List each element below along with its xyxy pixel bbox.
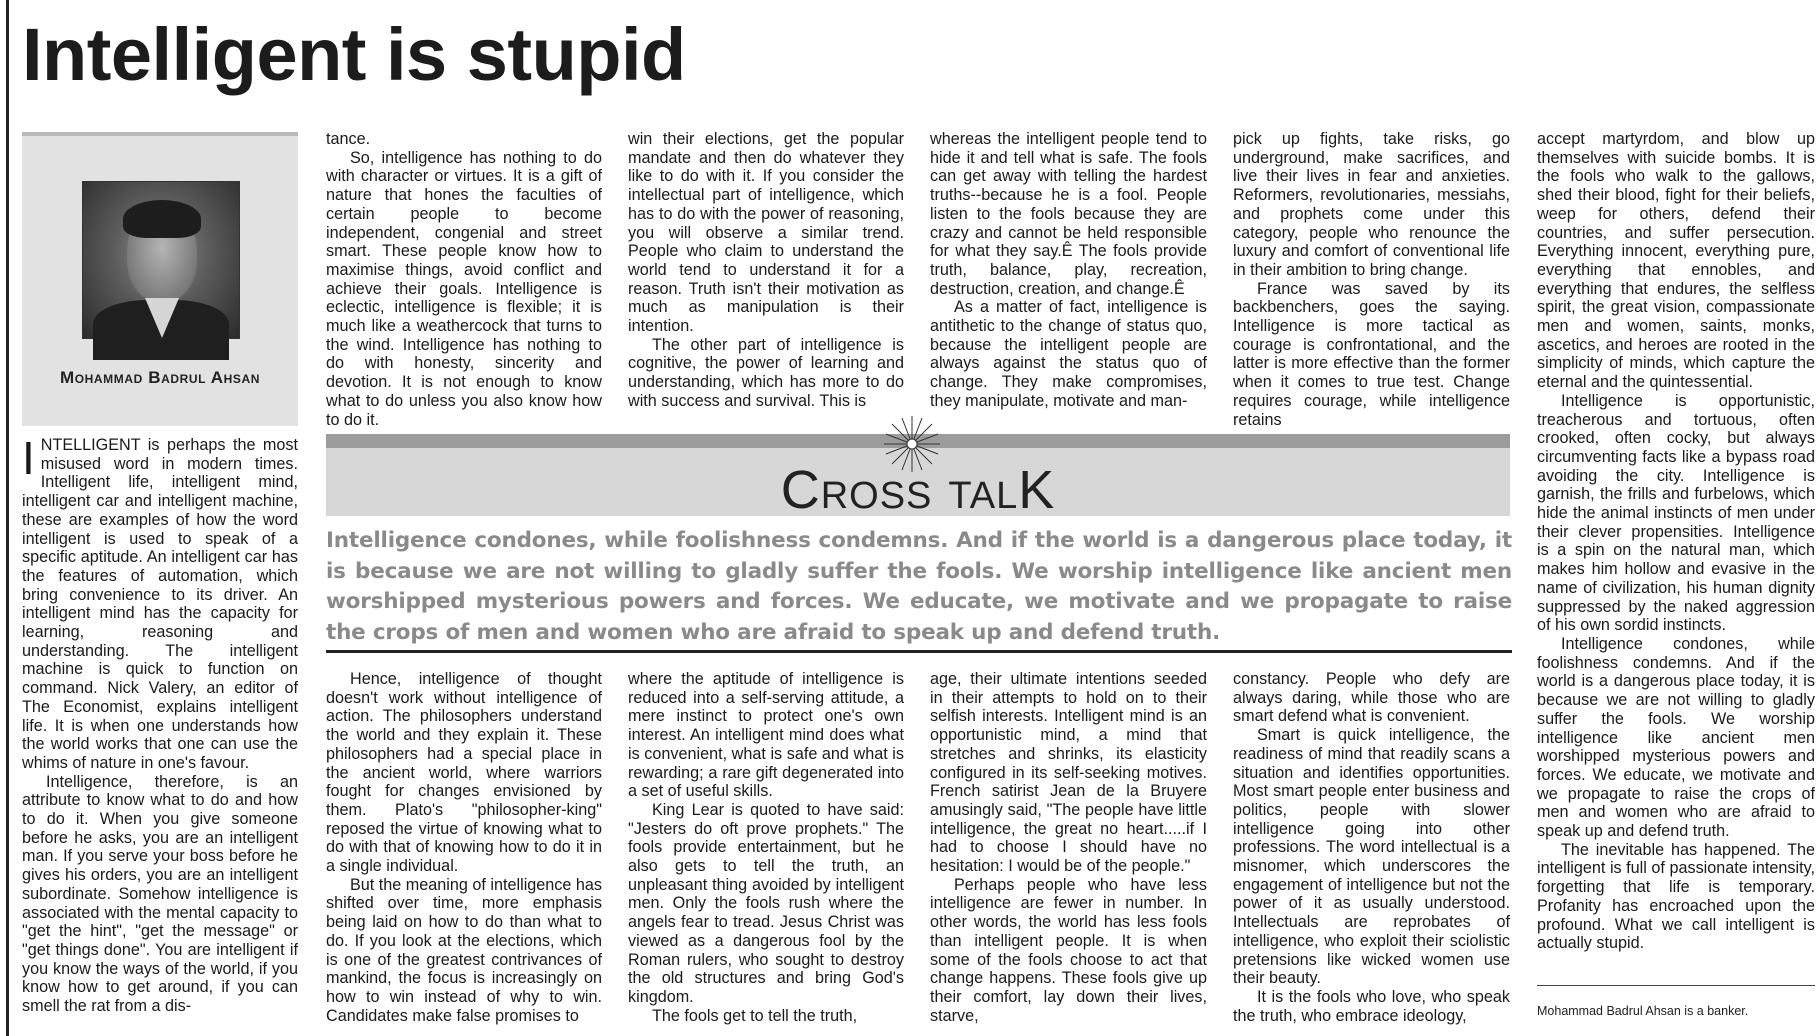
paragraph: INTELLIGENT is perhaps the most misused word in modern times. Intelligent life, intelligent mind, intelligent car and intelligent machine, these are examples of how the word intelligent is used to speak of a specific aptitude. An intelligent car has the features of automation, which bring convenience to its driver. An intelligent mind has the capacity for learning, reasoning and understanding. The intelligent machine is quick to function on command. Nick Valery, an editor of The Economist, explains intelligent life. It is when one understands how the world works that one can use the whims of nature in one's favour. (22, 432, 298, 772)
left-margin-rule (6, 0, 9, 1036)
drop-cap: I (22, 432, 35, 484)
paragraph: pick up fights, take risks, go underground, make sacrifices, and live their lives in fear and anxieties. Reformers, revolutionaries, messiahs, and prophets come under this category, people who renounce the luxury and comfort of conventional life in their ambition to bring change. (1233, 130, 1510, 279)
paragraph: France was saved by its backbenchers, goes the saying. Intelligence is more tactical as courage is confrontational, and the latter is more effective than the former when it comes to true test. Change requires courage, while intelligence retains (1233, 279, 1510, 429)
pull-quote: Intelligence condones, while foolishness condemns. And if the world is a dangerous place today, it is because we are not willing to gladly suffer the fools. We worship intelligence like ancient men worshipped mysterious powers and forces. We educate, we motivate and we propagate to raise the crops of men and women who are afraid to speak up and defend truth. (326, 528, 1512, 645)
paragraph: The other part of intelligence is cognitive, the power of learning and understanding, which has more to do with success and survival. This is (628, 335, 904, 410)
cross-talk-title: Cross talK (780, 460, 1056, 520)
paragraph: Smart is quick intelligence, the readiness of mind that readily scans a situation and identifies opportunities. Most smart people enter business and politics, people with slower intelligence going into other professions. The word intellectual is a misnomer, which underscores the engagement of intelligence but not the power of it as usually understood. Intellectuals are reprobates of intelligence, who exploit their sciolistic pretensions like wicked women use their beauty. (1233, 726, 1510, 988)
pull-quote-rule (326, 650, 1512, 653)
upper-column-5 (1233, 130, 1510, 429)
paragraph: constancy. People who defy are always daring, while those who are smart defend what is convenient. (1233, 670, 1510, 726)
upper-column-2 (326, 130, 602, 429)
paragraph: Intelligence, therefore, is an attribute to know what to do and how to do it. When you give someone before he asks, you are an intelligent man. If you serve your boss before he gives his orders, you are an intelligent subordinate. Somehow intelligence is associated with the mental capacity to "get the hint", "get the message" or "get things done". You are intelligent if you know the ways of the world, if you know how to get around, if you can smell the rat from a dis- (22, 772, 298, 1016)
paragraph: King Lear is quoted to have said: "Jesters do oft prove prophets." The fools provide entertainment, but he also gets to tell the truth, an unpleasant thing avoided by intelligent men. Only the fools rush where the angels fear to tread. Jesus Christ was viewed as a dangerous fool by the Roman rulers, who sought to destroy the old structures and bring God's kingdom. (628, 800, 904, 1006)
paragraph: whereas the intelligent people tend to hide it and tell what is safe. The fools can get away with telling the hardest truths--because he is a fool. People listen to the fools because they are crazy and cannot be held responsible for what they say.Ê The fools provide truth, balance, play, recreation, destruction, creation, and change.Ê (930, 130, 1207, 298)
upper-column-4 (930, 130, 1207, 415)
author-footnote: Mohammad Badrul Ahsan is a banker. (1537, 1004, 1749, 1018)
paragraph: The inevitable has happened. The intelligent is full of passionate intensity, forgetting that life is temporary. Profanity has encroached upon the profound. What we call intelligent is actually stupid. (1537, 840, 1815, 953)
footnote-rule (1537, 985, 1815, 986)
paragraph: accept martyrdom, and blow up themselves with suicide bombs. It is the fools who walk to the gallows, shed their blood, fight for their beliefs, weep for others, defend their countries, and suffer persecution. Everything innocent, everything pure, everything that ennobles, and everything that endures, the selfless spirit, the great vision, compassionate men and women, saints, monks, ascetics, and heroes are rooted in the simplicity of minds, which capture the eternal and the quintessential. (1537, 130, 1815, 392)
column-6-text (1537, 130, 1815, 978)
headline: Intelligent is stupid (22, 13, 686, 96)
lower-column-5 (1233, 670, 1510, 1036)
paragraph: Intelligence condones, while foolishness condemns. And if the world is a dangerous place today, it is because we are not willing to gladly suffer the fools. We worship intelligence like ancient men worshipped mysterious powers and forces. We educate, we motivate and we propagate to raise the crops of men and women who are afraid to speak up and defend truth. (1537, 634, 1815, 841)
author-box (22, 132, 298, 426)
paragraph: Perhaps people who have less intelligence are fewer in number. In other words, the world has less fools than intelligent people. It is when some of the fools choose to act that change happens. These fools give up their comfort, lay down their lives, starve, (930, 875, 1207, 1025)
paragraph: Intelligence is opportunistic, treacherous and tortuous, often crooked, often cocky, but always circumventing facts like a bypass road avoiding the city. Intelligence is garnish, the frills and furbelows, which hide the animal instincts of men under their clever propensities. Intelligence is a spin on the natural man, which makes him hollow and evasive in the name of civilization, his human dignity suppressed by the naked aggression of his own sordid instincts. (1537, 391, 1815, 635)
lower-column-3 (628, 670, 904, 1036)
starburst-icon (882, 414, 942, 474)
paragraph: As a matter of fact, intelligence is antithetic to the change of status quo, because the intelligent people are always against the status quo of change. They make compromises, they manipulate, motivate and man- (930, 298, 1207, 410)
paragraph: where the aptitude of intelligence is reduced into a self-serving attitude, a mere instinct to protect one's own interest. An intelligent mind does what is convenient, what is safe and what is rewarding; a rare gift degenerated into a set of useful skills. (628, 670, 904, 801)
paragraph: Hence, intelligence of thought doesn't work without intelligence of action. The philosophers understand the world and they explain it. These philosophers had a special place in the ancient world, where warriors fought for changes envisioned by them. Plato's "philosopher-king" reposed the virtue of knowing what to do with that of knowing how to do it in a single individual. (326, 670, 602, 876)
paragraph: age, their ultimate intentions seeded in their attempts to hold on to their selfish interests. Intelligent mind is an opportunistic mind, a mind that stretches and shrinks, its elasticity configured in its self-seeking motives. French satirist Jean de la Bruyere amusingly said, "The people have little intelligence, the great no heart.....if I had to choose I should have no hesitation: I would be of the people." (930, 670, 1207, 876)
lower-column-4 (930, 670, 1207, 1036)
paragraph: The fools get to tell the truth, (652, 1006, 858, 1025)
upper-column-3 (628, 130, 904, 415)
paragraph: tance. (326, 130, 371, 148)
paragraph: So, intelligence has nothing to do with character or virtues. It is a gift of nature that hones the faculties of certain people to become independent, congenial and street smart. These people know how to maximise things, avoid conflict and achieve their goals. Intelligence is eclectic, intelligence is flexible; it is much like a weathercock that turns to the wind. Intelligence has nothing to do with honesty, sincerity and devotion. It is not enough to know what to do unless you also know how to do it. (326, 148, 602, 429)
lower-column-2 (326, 670, 602, 1036)
column-1-text (22, 432, 298, 1034)
paragraph: It is the fools who love, who speak the truth, who embrace ideology, (1233, 987, 1510, 1025)
author-portrait-icon (82, 181, 240, 339)
paragraph: win their elections, get the popular mandate and then do whatever they like to do with it. If you consider the intellectual part of intelligence, which has to do with the power of reasoning, you will observe a similar trend. People who claim to understand the world tend to understand it for a reason. Truth isn't their motivation as much as manipulation is their intention. (628, 130, 904, 336)
paragraph: But the meaning of intelligence has shifted over time, more emphasis being laid on how to do than what to do. If you look at the elections, which is one of the greatest contrivances of mankind, the focus is increasingly on how to win instead of why to win. Candidates make false promises to (326, 875, 602, 1025)
author-name: Mohammad Badrul Ahsan (59, 368, 261, 387)
